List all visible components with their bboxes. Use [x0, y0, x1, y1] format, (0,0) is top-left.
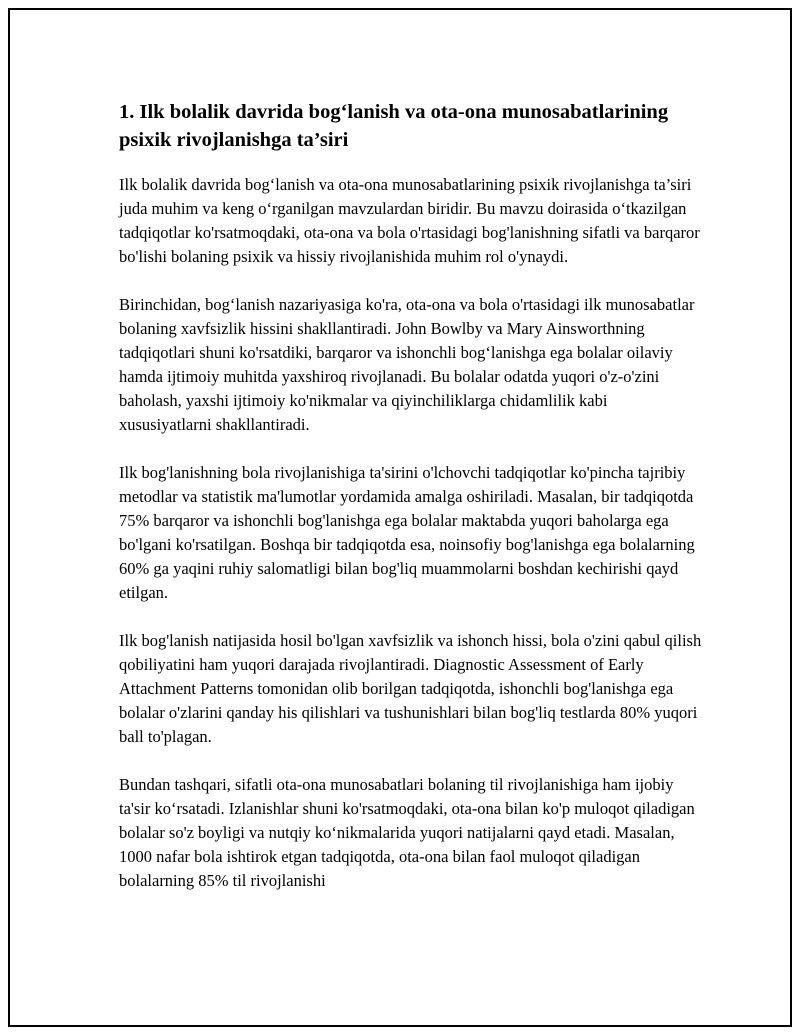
document-page [8, 8, 792, 1027]
paragraph-attachment-theory: Birinchidan, bog‘lanish nazariyasiga ko'ra, ota-ona va bola o'rtasidagi ilk munosabatlar bolaning xavfsizlik hissini shakllantiradi. John Bowlby va Mary Ainsworthning tadqiqotlari shuni ko'rsatdiki, barqaror va ishonchli bog‘lanishga ega bolalar oilaviy hamda ijtimoiy muhitda yaxshiroq rivojlanadi. Bu bolalar odatda yuqori o'z-o'zini baholash, yaxshi ijtimoiy ko'nikmalar va qiyinchiliklarga chidamlilik kabi xususiyatlarni shakllantiradi. [119, 295, 695, 434]
paragraph-intro: Ilk bolalik davrida bog‘lanish va ota-ona munosabatlarining psixik rivojlanishga ta’siri juda muhim va keng o‘rganilgan mavzulardan biridir. Bu mavzu doirasida o‘tkazilgan tadqiqotlar ko'rsatmoqdaki, ota-ona va bola o'rtasidagi bog'lanishning sifatli va barqaror bo'lishi bolaning psixik va hissiy rivojlanishida muhim rol o'ynaydi. [119, 175, 700, 266]
paragraph-research-methods: Ilk bog'lanishning bola rivojlanishiga ta'sirini o'lchovchi tadqiqotlar ko'pincha tajribiy metodlar va statistik ma'lumotlar yordamida amalga oshiriladi. Masalan, bir tadqiqotda 75% barqaror va ishonchli bog'lanishga ega bolalar maktabda yuqori baholarga ega bo'lgani ko'rsatilgan. Boshqa bir tadqiqotda esa, noinsofiy bog'lanishga ega bolalarning 60% ga yaqini ruhiy salomatligi bilan bog'liq muammolarni boshdan kechirishi qayd etilgan. [119, 463, 695, 602]
document-body [119, 98, 704, 917]
section-heading: 1. Ilk bolalik davrida bog‘lanish va ota-ona munosabatlarining psixik rivojlanishga ta’siri [119, 101, 669, 151]
paragraph-language-development: Bundan tashqari, sifatli ota-ona munosabatlari bolaning til rivojlanishiga ham ijobiy ta'sir ko‘rsatadi. Izlanishlar shuni ko'rsatmoqdaki, ota-ona bilan ko'p muloqot qiladigan bolalar so'z boyligi va nutqiy ko‘nikmalarida yuqori natijalarni qayd etadi. Masalan, 1000 nafar bola ishtirok etgan tadqiqotda, ota-ona bilan faol muloqot qiladigan bolalarning 85% til rivojlanishi [119, 775, 695, 890]
paragraph-self-acceptance: Ilk bog'lanish natijasida hosil bo'lgan xavfsizlik va ishonch hissi, bola o'zini qabul qilish qobiliyatini ham yuqori darajada rivojlantiradi. Diagnostic Assessment of Early Attachment Patterns tomonidan olib borilgan tadqiqotda, ishonchli bog'lanishga ega bolalar o'zlarini qanday his qilishlari va tushunishlari bilan bog'liq testlarda 80% yuqori ball to'plagan. [119, 631, 702, 746]
